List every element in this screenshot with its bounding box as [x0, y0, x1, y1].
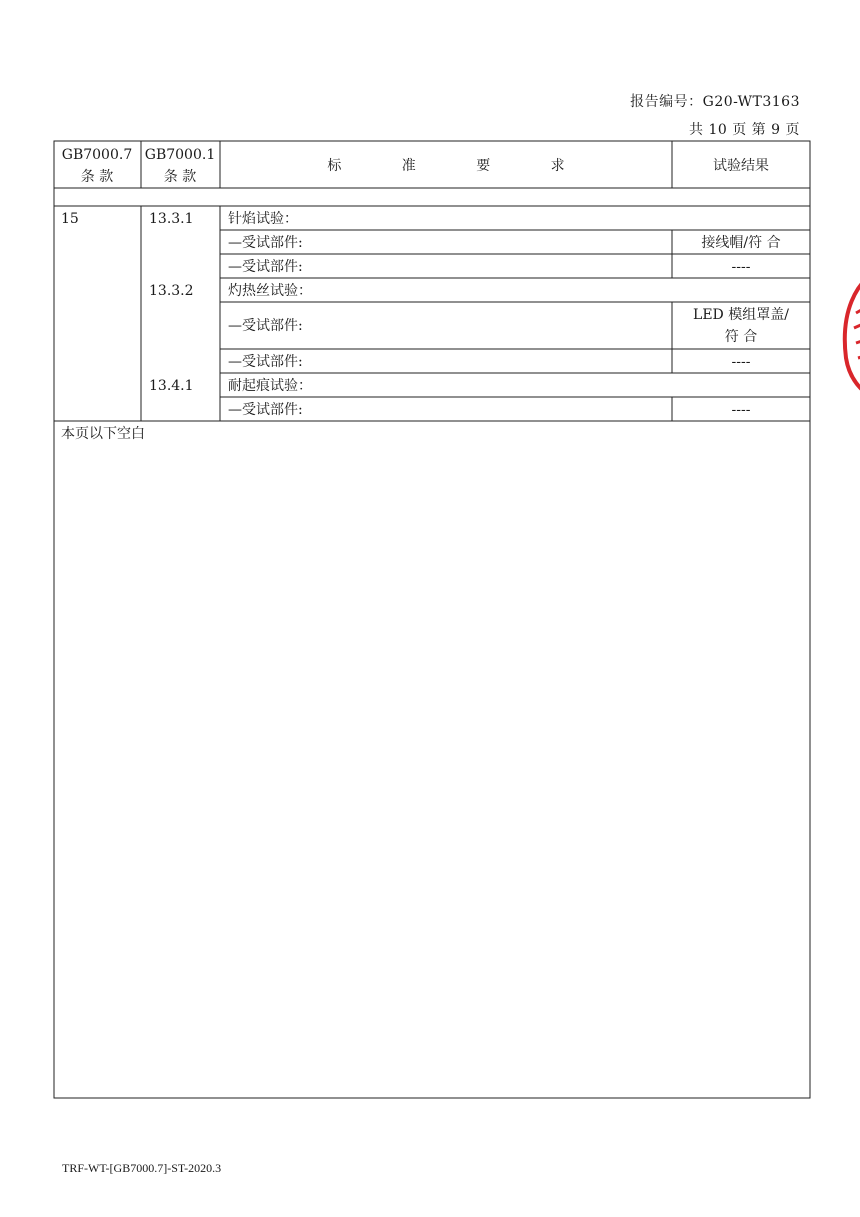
- clause-gb7000-7: 15: [61, 211, 79, 227]
- col2-head-clause: 条 款: [163, 169, 197, 185]
- clause-13-4-1: 13.4.1: [149, 378, 194, 394]
- col1-head-std: GB7000.7: [61, 147, 133, 163]
- clause-13-3-1: 13.3.1: [149, 211, 194, 227]
- part-label: —受试部件:: [228, 235, 303, 251]
- report-number: 报告编号：G20-WT3163: [630, 94, 800, 110]
- blank-note: 本页以下空白: [61, 426, 145, 442]
- part-result: ----: [731, 259, 751, 275]
- part-result: ----: [731, 354, 751, 370]
- form-code: TRF-WT-[GB7000.7]-ST-2020.3: [62, 1161, 222, 1175]
- part-label: —受试部件:: [228, 354, 303, 370]
- clause-13-3-2: 13.3.2: [149, 283, 194, 299]
- col3-head: 标 准 要 求: [327, 158, 593, 174]
- col1-head-clause: 条 款: [80, 169, 114, 185]
- red-seal-stamp: [836, 258, 860, 408]
- part-label: —受试部件:: [228, 318, 303, 334]
- part-result-line1: LED 模组罩盖/: [693, 307, 789, 323]
- part-result: 接线帽/符 合: [701, 235, 781, 251]
- part-label: —受试部件:: [228, 259, 303, 275]
- part-label: —受试部件:: [228, 402, 303, 418]
- col4-head: 试验结果: [713, 158, 769, 174]
- page-counter: 共 10 页 第 9 页: [689, 122, 800, 138]
- glow-wire-test: 灼热丝试验：: [228, 283, 312, 299]
- col2-head-std: GB7000.1: [144, 147, 216, 163]
- part-result-line2: 符 合: [724, 329, 758, 345]
- tracking-test: 耐起痕试验：: [228, 378, 312, 394]
- part-result: ----: [731, 402, 751, 418]
- needle-flame-test: 针焰试验：: [228, 211, 298, 227]
